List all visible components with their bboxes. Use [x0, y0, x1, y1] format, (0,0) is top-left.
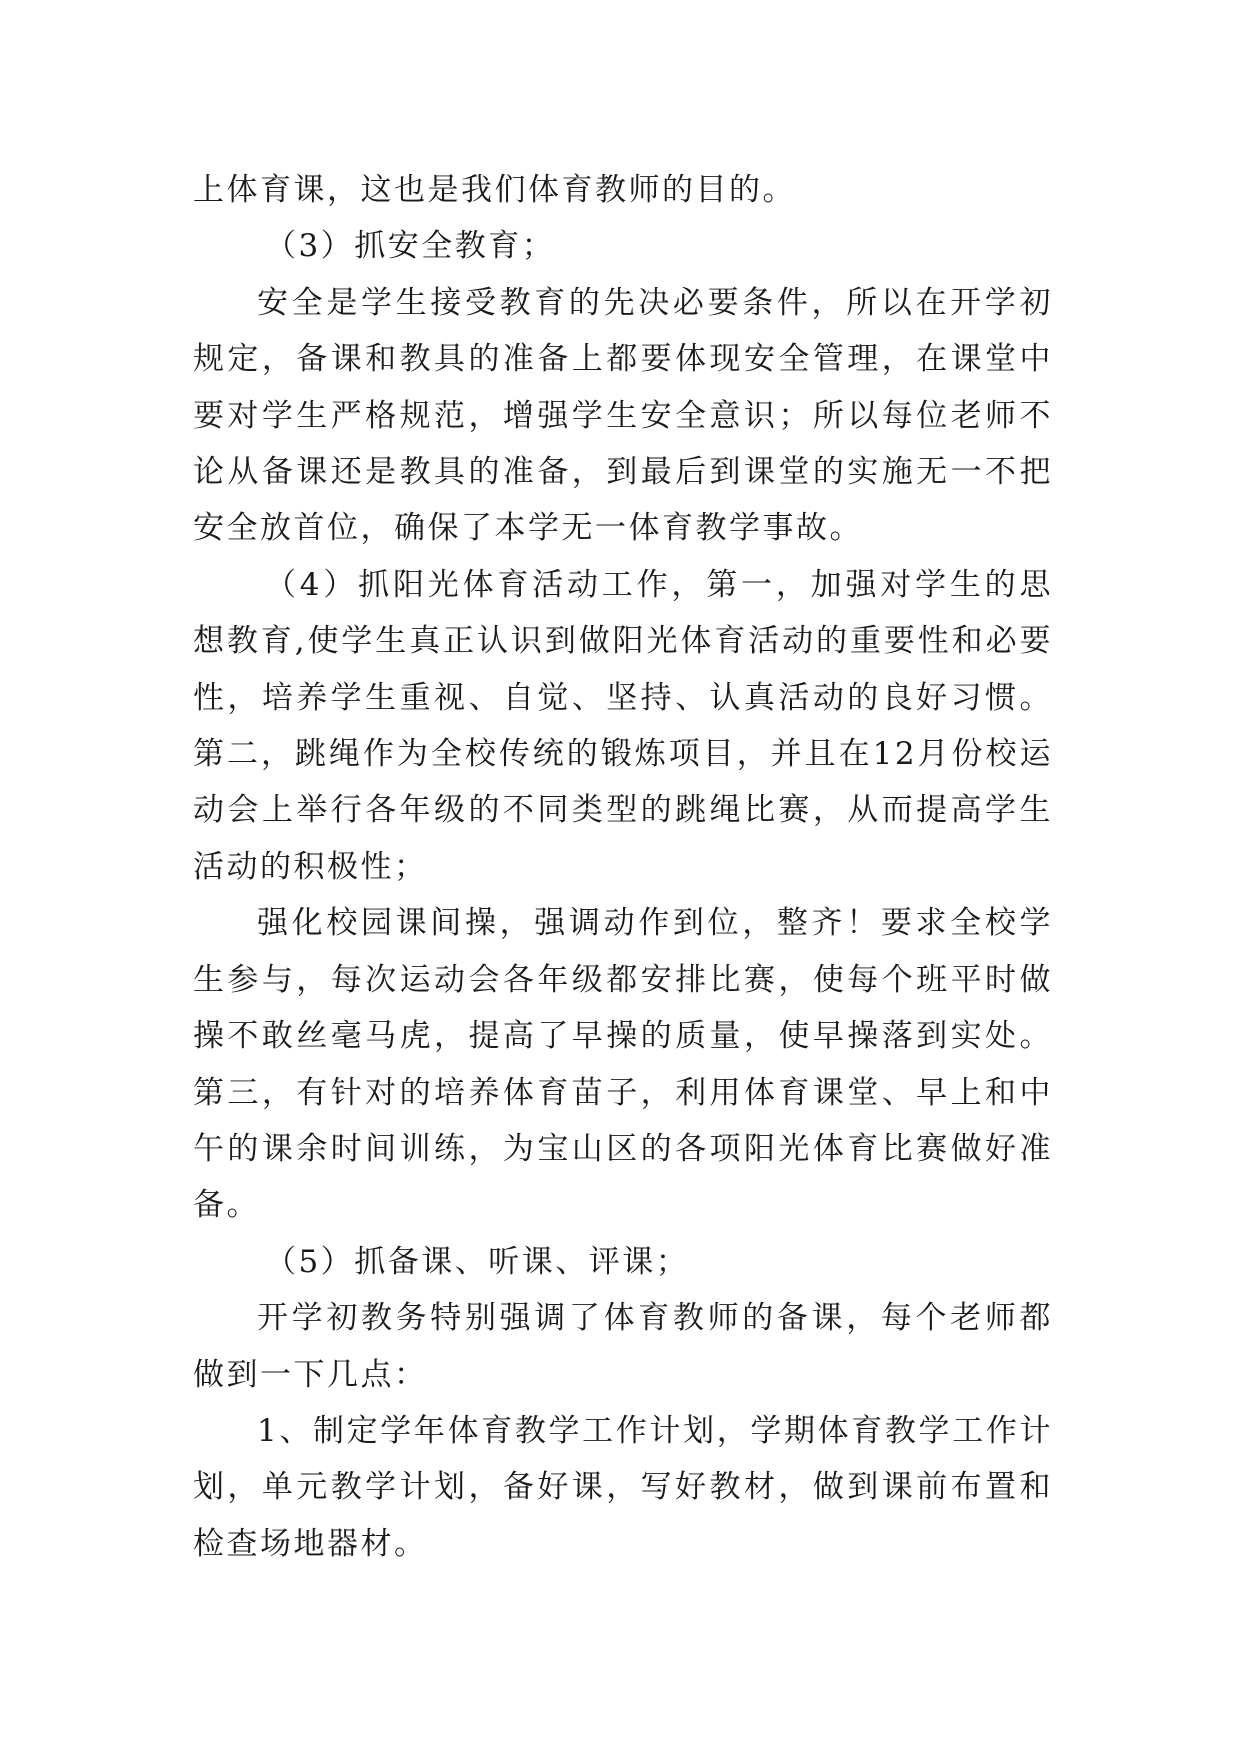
paragraph-continuation: 上体育课，这也是我们体育教师的目的。 [193, 172, 796, 208]
document-body [193, 162, 1053, 1572]
heading-lesson-preparation: （5）抓备课、听课、评课； [265, 1243, 690, 1280]
paragraph-sunshine-sports: （4）抓阳光体育活动工作，第一，加强对学生的思想教育,使学生真正认识到做阳光体育活动的重要性和必要性，培养学生重视、自觉、坚持、认真活动的良好习惯。第二，跳绳作为全校传统的锻炼项目，并且在12月份校运动会上举行各年级的不同类型的跳绳比赛，从而提高学生活动的积极性； [193, 566, 1053, 885]
list-item-teaching-plan: 1、制定学年体育教学工作计划，学期体育教学工作计划，单元教学计划，备好课，写好教材，做到课前布置和检查场地器材。 [193, 1412, 1053, 1562]
heading-safety-education: （3）抓安全教育； [265, 228, 556, 265]
paragraph-lesson-preparation: 开学初教务特别强调了体育教师的备课，每个老师都做到一下几点： [193, 1300, 1053, 1393]
paragraph-exercise: 强化校园课间操，强调动作到位，整齐！要求全校学生参与，每次运动会各年级都安排比赛，使每个班平时做操不敢丝毫马虎，提高了早操的质量，使早操落到实处。第三，有针对的培养体育苗子，利用体育课堂、早上和中午的课余时间训练，为宝山区的各项阳光体育比赛做好准备。 [193, 905, 1053, 1224]
paragraph-safety: 安全是学生接受教育的先决必要条件，所以在开学初规定，备课和教具的准备上都要体现安全管理，在课堂中要对学生严格规范，增强学生安全意识；所以每位老师不论从备课还是教具的准备，到最后到课堂的实施无一不把安全放首位，确保了本学无一体育教学事故。 [193, 284, 1053, 547]
